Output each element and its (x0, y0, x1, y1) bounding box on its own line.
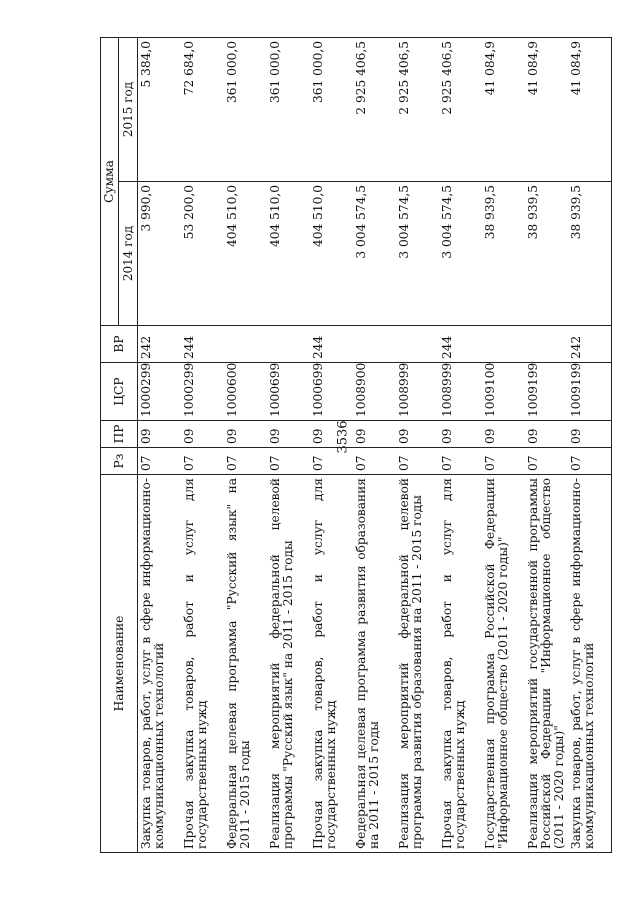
cell-name: Прочая закупка товаров, работ и услуг для государственных нужд (439, 475, 482, 853)
cell-pr: 09 (525, 421, 569, 448)
cell-csr: 1000699 (267, 363, 310, 421)
cell-vr (525, 326, 569, 363)
table-body (138, 37, 612, 852)
cell-vr: 242 (568, 326, 611, 363)
cell-rz: 07 (224, 448, 267, 475)
cell-sum-2014: 53 200,0 (181, 182, 224, 326)
header-year-2014: 2014 год (119, 182, 138, 326)
cell-sum-2015: 41 084,9 (568, 37, 611, 181)
cell-pr: 09 (224, 421, 267, 448)
cell-rz: 07 (353, 448, 396, 475)
cell-name: Реализация мероприятий федеральной целевой программы развития образования на 2011 - 2015 годы (396, 475, 439, 853)
table-row (482, 37, 525, 852)
cell-sum-2015: 361 000,0 (267, 37, 310, 181)
cell-pr: 09 (267, 421, 310, 448)
cell-pr: 09 (396, 421, 439, 448)
cell-name: Государственная программа Российской Федерации "Информационное общество (2011 - 2020 годы)" (482, 475, 525, 853)
table-row (439, 37, 482, 852)
page-number: 3536 (335, 420, 351, 454)
cell-name: Федеральная целевая программа "Русский язык" на 2011 - 2015 годы (224, 475, 267, 853)
cell-sum-2014: 38 939,5 (568, 182, 611, 326)
cell-pr: 09 (138, 421, 181, 448)
table-row (267, 37, 310, 852)
table-row (181, 37, 224, 852)
cell-pr: 09 (310, 421, 353, 448)
cell-pr: 09 (482, 421, 525, 448)
header-name: Наименование (101, 475, 138, 853)
cell-vr (353, 326, 396, 363)
cell-csr: 1009199 (525, 363, 569, 421)
table-row (138, 37, 181, 852)
cell-sum-2014: 404 510,0 (267, 182, 310, 326)
cell-name: Закупка товаров, работ, услуг в сфере информационно-коммуникационных технологий (138, 475, 181, 853)
cell-sum-2014: 404 510,0 (310, 182, 353, 326)
cell-name: Закупка товаров, работ, услуг в сфере информационно-коммуникационных технологий (568, 475, 611, 853)
cell-sum-2015: 72 684,0 (181, 37, 224, 181)
cell-rz: 07 (267, 448, 310, 475)
cell-sum-2015: 41 084,9 (525, 37, 569, 181)
cell-vr: 244 (310, 326, 353, 363)
header-year-2015: 2015 год (119, 37, 138, 181)
cell-csr: 1000600 (224, 363, 267, 421)
header-pr: ПР (101, 421, 138, 448)
cell-sum-2014: 404 510,0 (224, 182, 267, 326)
cell-vr (267, 326, 310, 363)
cell-vr (482, 326, 525, 363)
cell-vr: 244 (181, 326, 224, 363)
header-sum: Сумма (101, 37, 119, 325)
cell-csr: 1008999 (396, 363, 439, 421)
cell-csr: 1009199 (568, 363, 611, 421)
cell-name: Федеральная целевая программа развития образования на 2011 - 2015 годы (353, 475, 396, 853)
cell-name: Прочая закупка товаров, работ и услуг для государственных нужд (310, 475, 353, 853)
cell-pr: 09 (181, 421, 224, 448)
cell-sum-2015: 5 384,0 (138, 37, 181, 181)
cell-name: Реализация мероприятий государственной программы Российской Федерации "Информационное общество (2011 - 2020 годы)" (525, 475, 569, 853)
table-header (101, 37, 138, 852)
cell-csr: 1008999 (439, 363, 482, 421)
cell-rz: 07 (525, 448, 569, 475)
cell-rz: 07 (568, 448, 611, 475)
cell-sum-2014: 38 939,5 (482, 182, 525, 326)
table-row (568, 37, 611, 852)
cell-sum-2015: 2 925 406,5 (439, 37, 482, 181)
table-row (353, 37, 396, 852)
cell-pr: 09 (353, 421, 396, 448)
cell-sum-2014: 3 004 574,5 (396, 182, 439, 326)
rotated-page (100, 38, 608, 853)
cell-vr (224, 326, 267, 363)
cell-csr: 1000299 (181, 363, 224, 421)
cell-pr: 09 (568, 421, 611, 448)
cell-name: Прочая закупка товаров, работ и услуг для государственных нужд (181, 475, 224, 853)
cell-csr: 1000299 (138, 363, 181, 421)
cell-rz: 07 (396, 448, 439, 475)
cell-sum-2014: 3 990,0 (138, 182, 181, 326)
cell-csr: 1000699 (310, 363, 353, 421)
cell-rz: 07 (138, 448, 181, 475)
cell-sum-2015: 2 925 406,5 (353, 37, 396, 181)
cell-sum-2014: 38 939,5 (525, 182, 569, 326)
cell-sum-2015: 2 925 406,5 (396, 37, 439, 181)
cell-csr: 1008900 (353, 363, 396, 421)
cell-pr: 09 (439, 421, 482, 448)
header-csr: ЦСР (101, 363, 138, 421)
cell-sum-2015: 41 084,9 (482, 37, 525, 181)
header-rz: Рз (101, 448, 138, 475)
cell-vr: 242 (138, 326, 181, 363)
cell-sum-2015: 361 000,0 (310, 37, 353, 181)
cell-rz: 07 (310, 448, 353, 475)
cell-name: Реализация мероприятий федеральной целевой программы "Русский язык" на 2011 - 2015 годы (267, 475, 310, 853)
table-row (224, 37, 267, 852)
cell-sum-2015: 361 000,0 (224, 37, 267, 181)
cell-sum-2014: 3 004 574,5 (439, 182, 482, 326)
cell-vr (396, 326, 439, 363)
header-vr: ВР (101, 326, 138, 363)
budget-table (100, 37, 612, 853)
cell-sum-2014: 3 004 574,5 (353, 182, 396, 326)
cell-rz: 07 (482, 448, 525, 475)
table-row (310, 37, 353, 852)
cell-csr: 1009100 (482, 363, 525, 421)
cell-vr: 244 (439, 326, 482, 363)
table-row (525, 37, 569, 852)
cell-rz: 07 (181, 448, 224, 475)
table-row (396, 37, 439, 852)
cell-rz: 07 (439, 448, 482, 475)
